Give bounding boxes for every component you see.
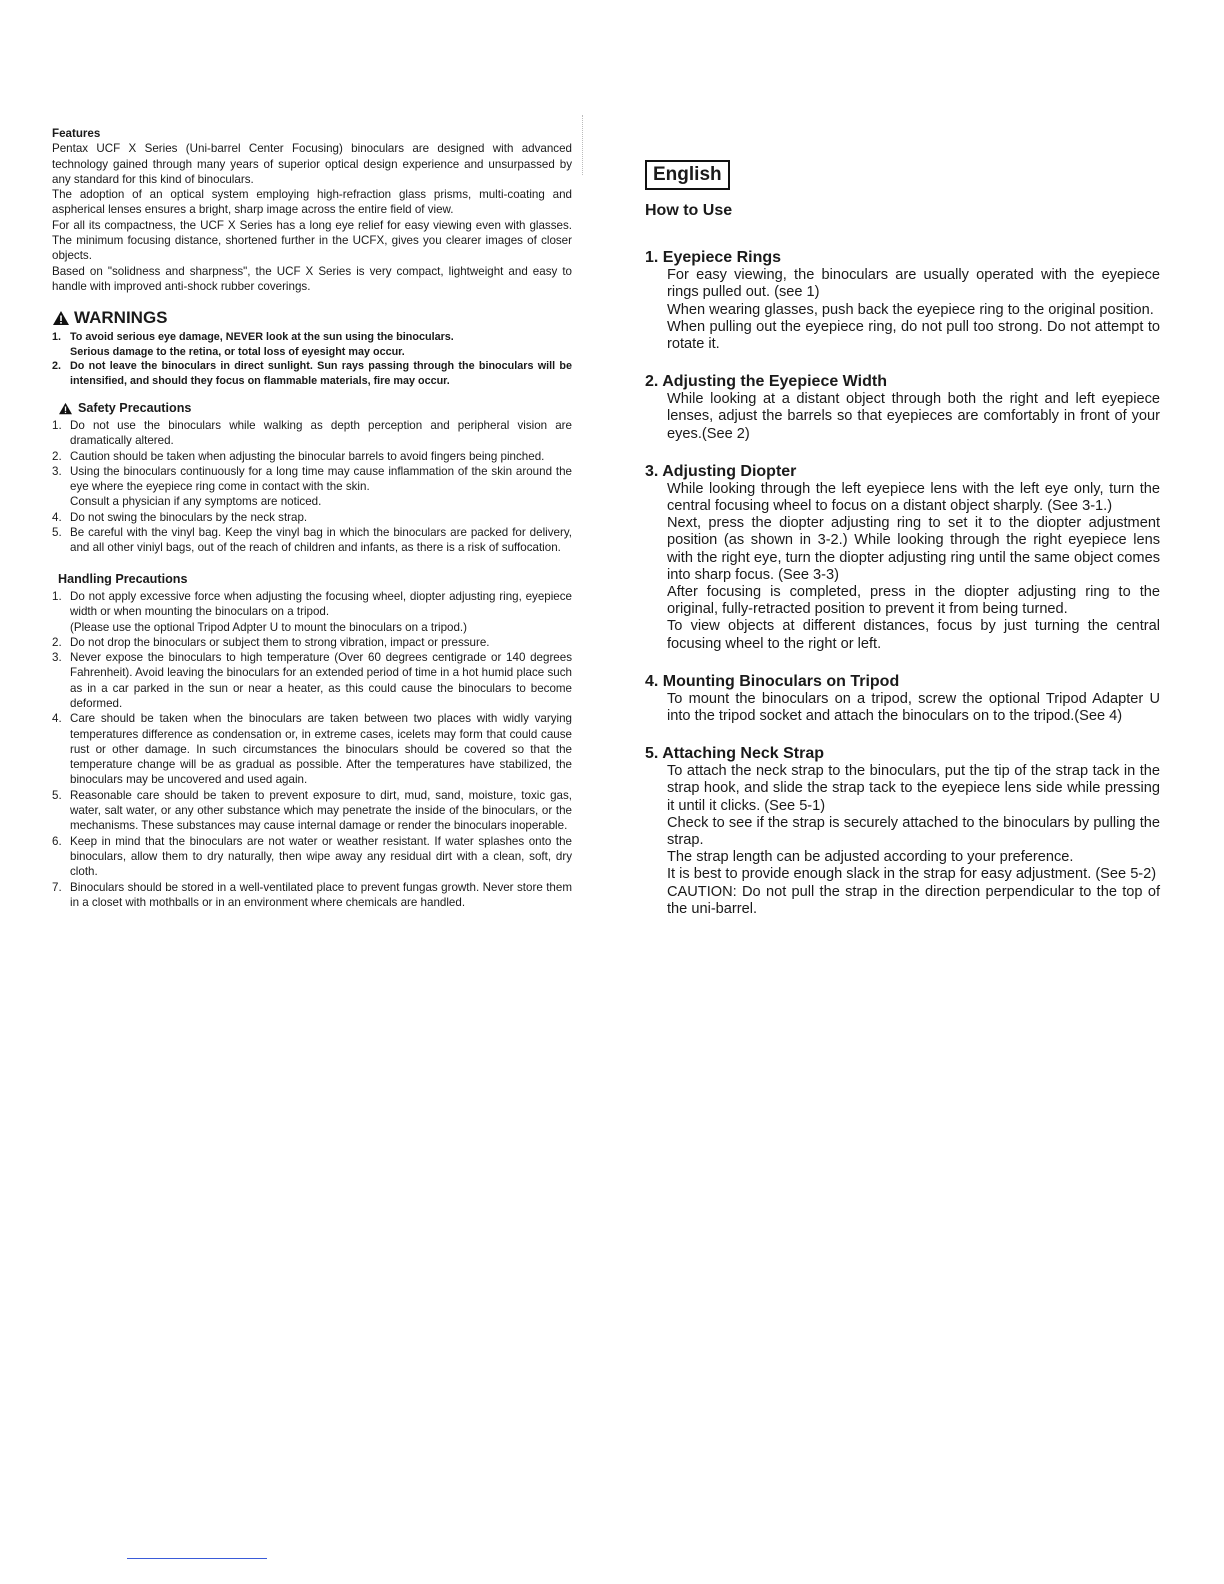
list-item: [52, 650, 572, 711]
list-item: [52, 788, 572, 834]
step-body: [667, 763, 1160, 918]
step-text: While looking through the left eyepiece lens with the left eye only, turn the central focusing wheel to focus on a distant object sharply. (See 3-1.): [667, 480, 1160, 515]
how-to-use-title: How to Use: [645, 202, 733, 219]
list-item: [52, 834, 572, 880]
list-number: 7.: [52, 880, 62, 894]
list-item: [52, 880, 572, 911]
language-label: English: [645, 160, 730, 190]
step-text: Check to see if the strap is securely attached to the binoculars by pulling the strap.: [667, 814, 1160, 849]
list-item: [52, 330, 572, 359]
list-item: [52, 464, 572, 510]
step-text: To mount the binoculars on a tripod, screw the optional Tripod Adapter U into the tripod socket and attach the binoculars on to the tripod.(See 4): [667, 690, 1160, 725]
warnings-title: WARNINGS: [74, 308, 168, 328]
step-title: 5. Attaching Neck Strap: [645, 745, 825, 763]
list-text: Do not drop the binoculars or subject them to strong vibration, impact or pressure.: [70, 635, 490, 649]
step-neck-strap: [645, 745, 1160, 918]
warnings-heading: [52, 308, 572, 328]
step-text: After focusing is completed, press in the diopter adjusting ring to the original, fully-retracted position to prevent it from being turned.: [667, 584, 1160, 618]
list-number: 2.: [52, 449, 62, 463]
list-item: [52, 589, 572, 635]
warnings-list: [52, 330, 572, 388]
list-number: 3.: [52, 464, 62, 478]
step-diopter: [645, 463, 1160, 653]
list-text: Do not use the binoculars while walking as depth perception and peripheral vision are dramatically altered.: [70, 418, 572, 448]
list-text: Binoculars should be stored in a well-ventilated place to prevent fungas growth. Never store them in a closet with mothballs or in an environment where chemicals are handled.: [70, 880, 572, 909]
step-text: The strap length can be adjusted according to your preference.: [667, 849, 1074, 866]
step-body: [667, 391, 1160, 443]
list-text: Reasonable care should be taken to prevent exposure to dirt, mud, sand, moisture, toxic gas, water, salt water, or any other substance which may penetrate the inside of the binoculars, or the mechanisms. These substances may cause internal damage or render the binoculars inoperable.: [70, 788, 572, 833]
right-column: [645, 160, 1160, 938]
step-title: 2. Adjusting the Eyepiece Width: [645, 373, 887, 391]
step-eyepiece-width: [645, 373, 1160, 443]
safety-list: [52, 418, 572, 556]
scan-artifact: [582, 115, 584, 175]
list-number: 4.: [52, 712, 62, 726]
list-text: Be careful with the vinyl bag. Keep the vinyl bag in which the binoculars are packed for delivery, and all other viniyl bags, out of the reach of children and infants, as there is a risk of suffocation.: [70, 526, 572, 555]
list-text: Keep in mind that the binoculars are not water or weather resistant. If water splashes onto the binoculars, allow them to dry naturally, then wipe away any residual dirt with a clean, soft, dry cloth.: [70, 834, 572, 879]
step-text: To attach the neck strap to the binoculars, put the tip of the strap tack in the strap hook, and slide the strap tack to the eyepiece lens side while pressing it until it clicks. (See 5-1): [667, 763, 1160, 814]
list-item: [52, 635, 572, 650]
list-item: [52, 510, 572, 525]
features-paragraph: Based on "solidness and sharpness", the UCF X Series is very compact, lightweight and easy to handle with improved anti-shock rubber coverings.: [52, 264, 572, 293]
list-number: 2.: [52, 635, 62, 649]
step-title: 1. Eyepiece Rings: [645, 249, 782, 267]
list-item: [52, 359, 572, 388]
features-paragraph: For all its compactness, the UCF X Series has a long eye relief for easy viewing even with glasses. The minimum focusing distance, shortened further in the UCFX, gives you clearer images of closer objects.: [52, 218, 572, 263]
list-text: Do not leave the binoculars in direct sunlight. Sun rays passing through the binoculars will be intensified, and should they focus on flammable materials, fire may occur.: [70, 360, 572, 388]
step-text: For easy viewing, the binoculars are usually operated with the eyepiece rings pulled out. (see 1): [667, 267, 1160, 301]
warning-triangle-icon: [58, 402, 73, 415]
step-text: When wearing glasses, push back the eyepiece ring to the original position.: [667, 301, 1154, 318]
warning-triangle-icon: [52, 310, 70, 326]
step-text: It is best to provide enough slack in the strap for easy adjustment. (See 5-2): [667, 866, 1157, 883]
left-column: [52, 126, 572, 910]
list-text: Consult a physician if any symptoms are noticed.: [70, 495, 322, 509]
step-tripod: [645, 673, 1160, 725]
list-item: [52, 449, 572, 464]
list-number: 1.: [52, 589, 62, 603]
list-item: [52, 525, 572, 556]
step-text: CAUTION: Do not pull the strap in the direction perpendicular to the top of the uni-barrel.: [667, 883, 1160, 917]
list-text: To avoid serious eye damage, NEVER look at the sun using the binoculars.: [70, 331, 454, 344]
safety-heading: [58, 401, 572, 416]
list-item: [52, 418, 572, 449]
list-text: Never expose the binoculars to high temperature (Over 60 degrees centigrade or 140 degrees Fahrenheit). Avoid leaving the binoculars for an extended period of time in a hot humid place such as in a car parked in the sun or near a heater, as this could cause the binoculars to become deformed.: [70, 651, 572, 710]
step-text: When pulling out the eyepiece ring, do not pull too strong. Do not attempt to rotate it.: [667, 318, 1160, 353]
list-text: Do not swing the binoculars by the neck strap.: [70, 510, 308, 524]
list-number: 6.: [52, 834, 62, 848]
list-number: 5.: [52, 788, 62, 802]
footer-line: [127, 1558, 267, 1559]
list-text: (Please use the optional Tripod Adpter U to mount the binoculars on a tripod.): [70, 620, 468, 634]
list-text: Do not apply excessive force when adjusting the focusing wheel, diopter adjusting ring, eyepiece width or when mounting the binoculars on a tripod.: [70, 589, 572, 619]
safety-title: Safety Precautions: [78, 400, 192, 415]
step-text: To view objects at different distances, focus by just turning the central focusing wheel to the right or left.: [667, 618, 1160, 652]
step-text: Next, press the diopter adjusting ring to set it to the diopter adjustment position (as shown in 3-2.) While looking through the right eyepiece lens with the right eye, turn the diopter adjusting ring until the same object comes into sharp focus. (See 3-3): [667, 515, 1160, 583]
step-title: 4. Mounting Binoculars on Tripod: [645, 672, 900, 690]
step-body: [667, 691, 1160, 725]
step-eyepiece-rings: [645, 249, 1160, 353]
list-text: Using the binoculars continuously for a long time may cause inflammation of the skin around the eye where the eyepiece ring come in contact with the skin.: [70, 464, 572, 494]
list-item: [52, 711, 572, 787]
list-number: 3.: [52, 651, 62, 665]
handling-list: [52, 589, 572, 910]
list-text: Care should be taken when the binoculars are taken between two places with widly varying temperatures difference as condensation or, in extreme cases, icelets may form that could cause rust or other damage. In such circumstances the binoculars should be covered so that the temperature change will be as gradual as possible. After the temperatures have stabilized, the binoculars may be uncovered and used again.: [70, 712, 572, 787]
features-paragraph: Pentax UCF X Series (Uni-barrel Center Focusing) binoculars are designed with advanced technology gained through many years of superior optical design experience and unsurpassed by any standard for this kind of binoculars.: [52, 142, 572, 186]
list-text: Serious damage to the retina, or total loss of eyesight may occur.: [70, 345, 405, 358]
list-number: 5.: [52, 526, 62, 540]
handling-heading: [58, 572, 572, 587]
step-title: 3. Adjusting Diopter: [645, 462, 797, 480]
list-number: 4.: [52, 510, 62, 524]
step-text: While looking at a distant object through both the right and left eyepiece lenses, adjust the barrels so that eyepieces are comfortably in front of your eyes.(See 2): [667, 391, 1160, 442]
features-paragraph: The adoption of an optical system employing high-refraction glass prisms, multi-coating and aspherical lenses ensures a bright, sharp image across the entire field of view.: [52, 188, 572, 217]
step-body: [667, 267, 1160, 353]
list-number: 1.: [52, 418, 62, 432]
step-body: [667, 481, 1160, 653]
features-title: Features: [52, 127, 101, 140]
list-number: 1.: [52, 331, 62, 344]
list-text: Caution should be taken when adjusting the binocular barrels to avoid fingers being pinched.: [70, 449, 545, 463]
handling-title: Handling Precautions: [58, 571, 188, 586]
list-number: 2.: [52, 360, 62, 373]
